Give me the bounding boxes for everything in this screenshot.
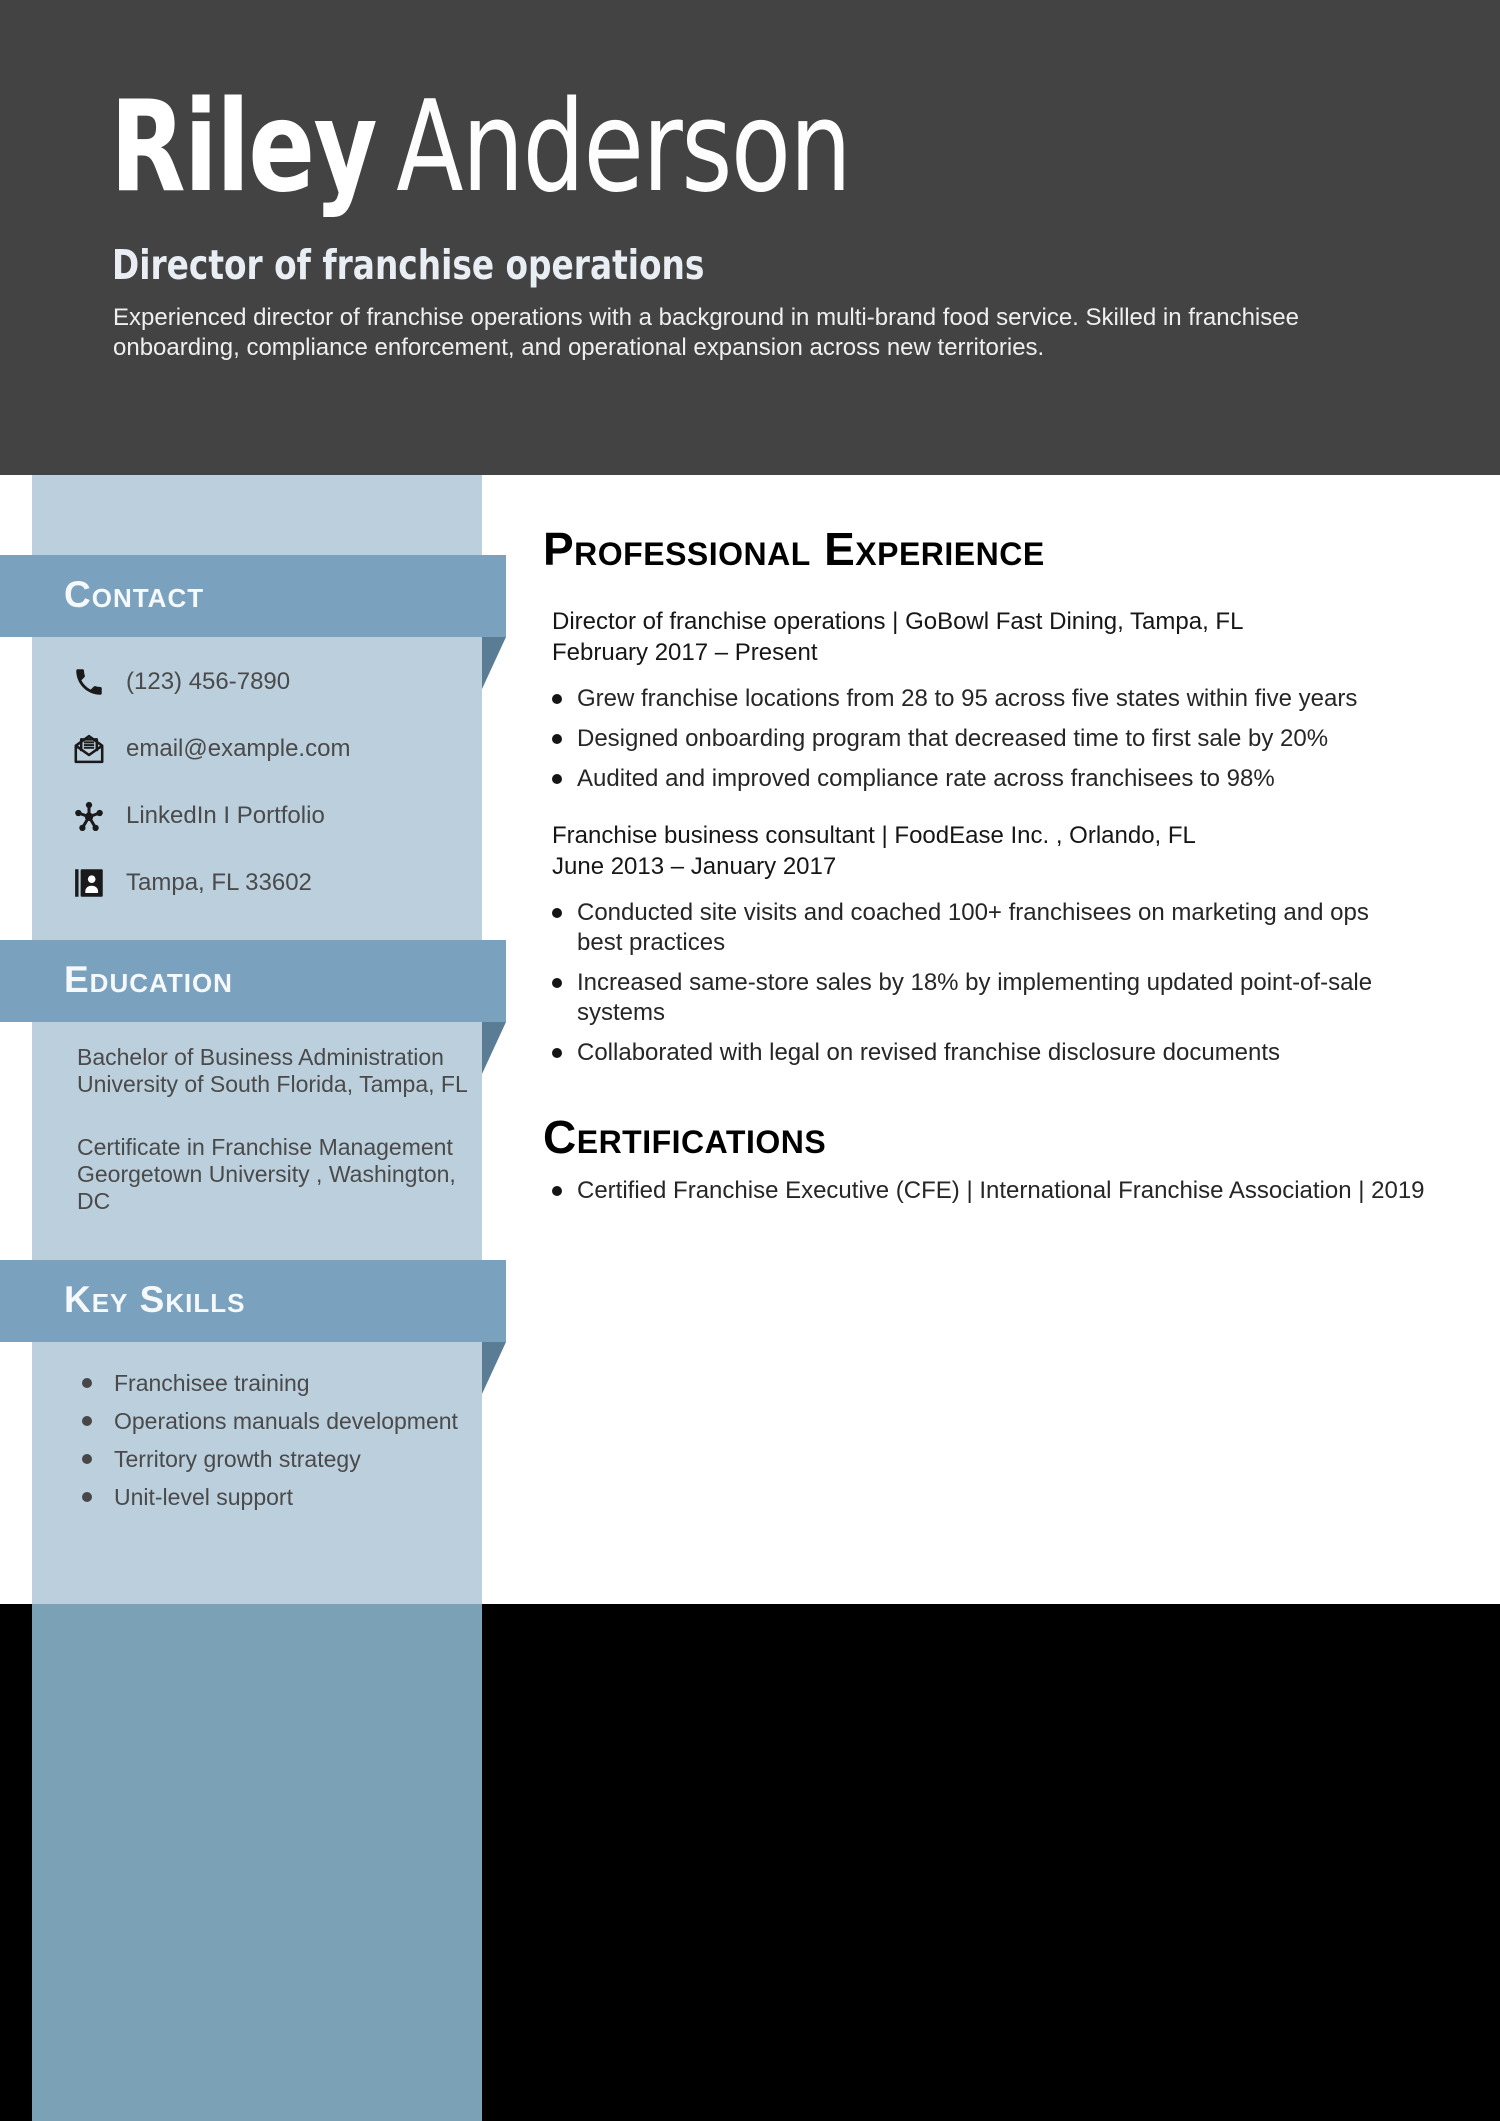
education-entry <box>77 1044 479 1098</box>
bullet-text: Collaborated with legal on revised franchise disclosure documents <box>577 1039 1281 1066</box>
email-icon <box>70 730 108 768</box>
bullet-text: Increased same-store sales by 18% by implementing updated point-of-sale systems <box>577 969 1373 1026</box>
certification-text: Certified Franchise Executive (CFE) | International Franchise Association | 2019 <box>577 1177 1425 1204</box>
bullet-text: Designed onboarding program that decreased time to first sale by 20% <box>577 725 1329 752</box>
skill-label: Unit-level support <box>114 1483 293 1510</box>
school: University of South Florida, Tampa, FL <box>77 1071 468 1097</box>
degree: Certificate in Franchise Management <box>77 1134 453 1160</box>
header <box>0 0 1500 475</box>
job-title: Franchise business consultant | FoodEase Inc. , Orlando, FL <box>552 822 1196 849</box>
certifications-heading: Certifications <box>543 1111 827 1163</box>
certification-item <box>543 1176 1493 1206</box>
bullet-icon <box>552 978 562 988</box>
bullet-icon <box>552 774 562 784</box>
bullet-icon <box>552 1048 562 1058</box>
person-name <box>110 73 851 220</box>
job-bullets <box>543 684 1373 794</box>
contact-item-location <box>70 849 470 916</box>
last-name: Anderson <box>396 73 851 220</box>
summary-text: Experienced director of franchise operations with a background in multi-brand food service. Skilled in franchisee onboarding, compliance enforcement, and operational expansion across new territories. <box>113 304 1299 361</box>
education-entry <box>77 1134 479 1215</box>
bullet-text: Grew franchise locations from 28 to 95 across five states within five years <box>577 685 1358 712</box>
bullet-text: Audited and improved compliance rate across franchisees to 98% <box>577 765 1275 792</box>
bullet-icon <box>82 1492 92 1502</box>
headline-title: Director of franchise operations <box>112 241 705 289</box>
job-bullet <box>543 764 1373 794</box>
contact-item-email <box>70 715 470 782</box>
job-dates: June 2013 – January 2017 <box>552 853 837 880</box>
phone-icon <box>70 663 108 701</box>
bullet-icon <box>552 1186 562 1196</box>
main-column <box>543 524 1493 1216</box>
school-line2: DC <box>77 1188 111 1214</box>
skill-label: Franchisee training <box>114 1369 310 1396</box>
experience-heading: Professional Experience <box>543 523 1045 575</box>
job-bullets <box>543 898 1373 1068</box>
contact-heading: Contact <box>64 574 205 615</box>
degree: Bachelor of Business Administration <box>77 1044 444 1070</box>
job-bullet <box>543 968 1373 1028</box>
bullet-icon <box>82 1378 92 1388</box>
education-heading: Education <box>64 959 233 1000</box>
key-skills-section-banner <box>0 1260 506 1342</box>
skill-label: Territory growth strategy <box>114 1445 361 1472</box>
skill-item <box>70 1440 470 1478</box>
job-bullet <box>543 898 1373 958</box>
bullet-icon <box>82 1454 92 1464</box>
skills-list <box>70 1364 470 1516</box>
ribbon-fold <box>482 1342 506 1394</box>
job-dates: February 2017 – Present <box>552 639 818 666</box>
skill-item <box>70 1364 470 1402</box>
contact-list <box>70 648 470 916</box>
email-address: email@example.com <box>126 734 351 762</box>
sidebar-footer-background <box>32 1604 482 2121</box>
address-book-icon <box>70 864 108 902</box>
bullet-icon <box>82 1416 92 1426</box>
education-list <box>77 1044 479 1215</box>
location-text: Tampa, FL 33602 <box>126 868 312 896</box>
profile-links: LinkedIn I Portfolio <box>126 801 325 829</box>
job-entry <box>543 820 1493 1068</box>
first-name: Riley <box>110 73 376 220</box>
job-bullet <box>543 684 1373 714</box>
job-bullet <box>543 724 1373 754</box>
job-title: Director of franchise operations | GoBowl Fast Dining, Tampa, FL <box>552 608 1244 635</box>
bullet-icon <box>552 908 562 918</box>
bullet-icon <box>552 694 562 704</box>
bullet-icon <box>552 734 562 744</box>
skill-label: Operations manuals development <box>114 1407 458 1434</box>
school: Georgetown University , Washington, <box>77 1161 456 1187</box>
contact-item-links <box>70 782 470 849</box>
share-icon <box>70 797 108 835</box>
certifications-list <box>543 1176 1493 1206</box>
job-bullet <box>543 1038 1373 1068</box>
contact-section-banner <box>0 555 506 637</box>
ribbon-fold <box>482 637 506 689</box>
bullet-text: Conducted site visits and coached 100+ franchisees on marketing and ops best practices <box>577 899 1369 956</box>
job-entry <box>543 606 1493 794</box>
skill-item <box>70 1478 470 1516</box>
education-section-banner <box>0 940 506 1022</box>
phone-number: (123) 456-7890 <box>126 667 291 695</box>
job-header <box>552 820 1493 882</box>
key-skills-heading: Key Skills <box>64 1279 246 1320</box>
skill-item <box>70 1402 470 1440</box>
ribbon-fold <box>482 1022 506 1074</box>
job-header <box>552 606 1493 668</box>
contact-item-phone <box>70 648 470 715</box>
